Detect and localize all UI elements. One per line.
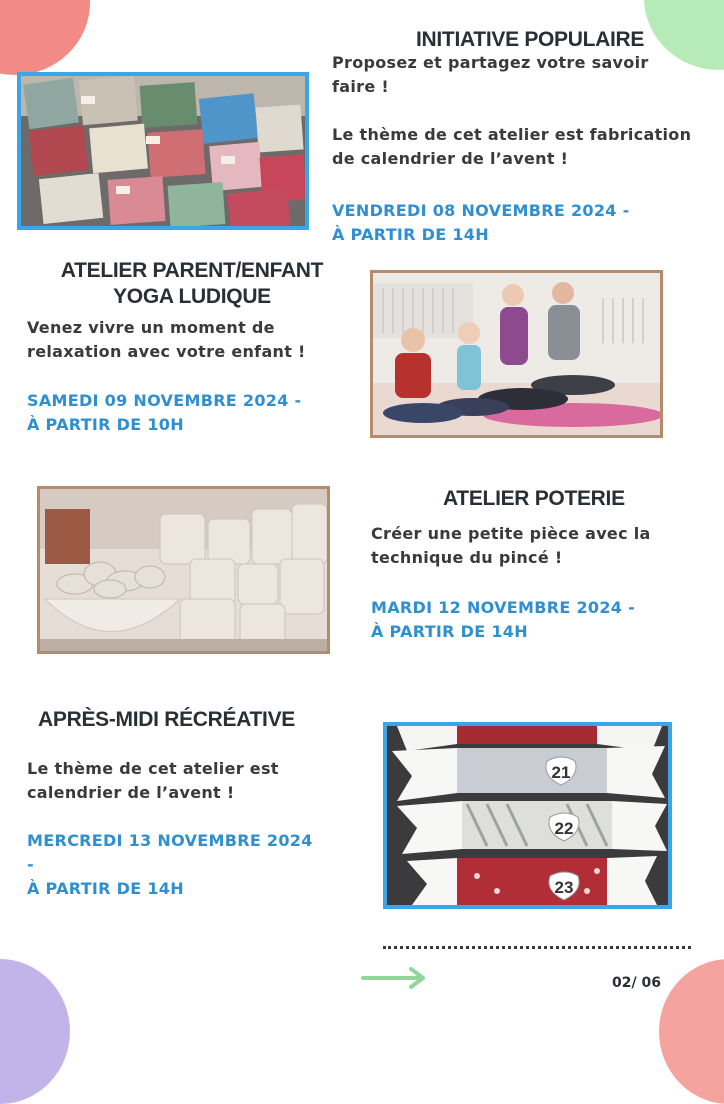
section-description: Proposez et partagez votre savoir faire ! Le thème de cet atelier est fabrication de calendrier de l’avent ! bbox=[332, 53, 692, 168]
right-arrow-icon[interactable] bbox=[361, 966, 429, 990]
calendar-number-21: 21 bbox=[551, 763, 571, 782]
corner-decoration-purple bbox=[0, 959, 70, 1104]
family-yoga-photo bbox=[370, 270, 663, 438]
section-description: Venez vivre un moment de relaxation avec votre enfant ! bbox=[27, 318, 306, 361]
handmade-advent-calendar-boxes-photo bbox=[17, 72, 309, 230]
corner-decoration-red bbox=[0, 0, 90, 75]
section-title: APRÈS-MIDI RÉCRÉATIVE bbox=[38, 708, 296, 731]
event-date: MARDI 12 NOVEMBRE 2024 - À PARTIR DE 14H bbox=[371, 598, 636, 641]
paper-roll-advent-calendar-photo bbox=[383, 722, 672, 909]
corner-decoration-pink bbox=[659, 959, 724, 1104]
calendar-number-22: 22 bbox=[554, 819, 574, 838]
section-description: Le thème de cet atelier est calendrier de l’avent ! bbox=[27, 759, 279, 802]
event-date: SAMEDI 09 NOVEMBRE 2024 - À PARTIR DE 10H bbox=[27, 391, 302, 434]
section-title: ATELIER POTERIE bbox=[443, 487, 625, 510]
page-number: 02/ 06 bbox=[612, 975, 661, 991]
pottery-bowls-photo bbox=[37, 486, 330, 654]
calendar-number-23: 23 bbox=[554, 878, 574, 897]
section-title: ATELIER PARENT/ENFANT YOGA LUDIQUE bbox=[60, 259, 324, 308]
event-date: MERCREDI 13 NOVEMBRE 2024 - À PARTIR DE 14H bbox=[27, 831, 313, 898]
section-title: INITIATIVE POPULAIRE bbox=[416, 28, 645, 51]
event-date: VENDREDI 08 NOVEMBRE 2024 - À PARTIR DE 14H bbox=[332, 201, 630, 244]
section-description: Créer une petite pièce avec la technique du pincé ! bbox=[371, 524, 651, 567]
dotted-divider bbox=[383, 946, 691, 949]
